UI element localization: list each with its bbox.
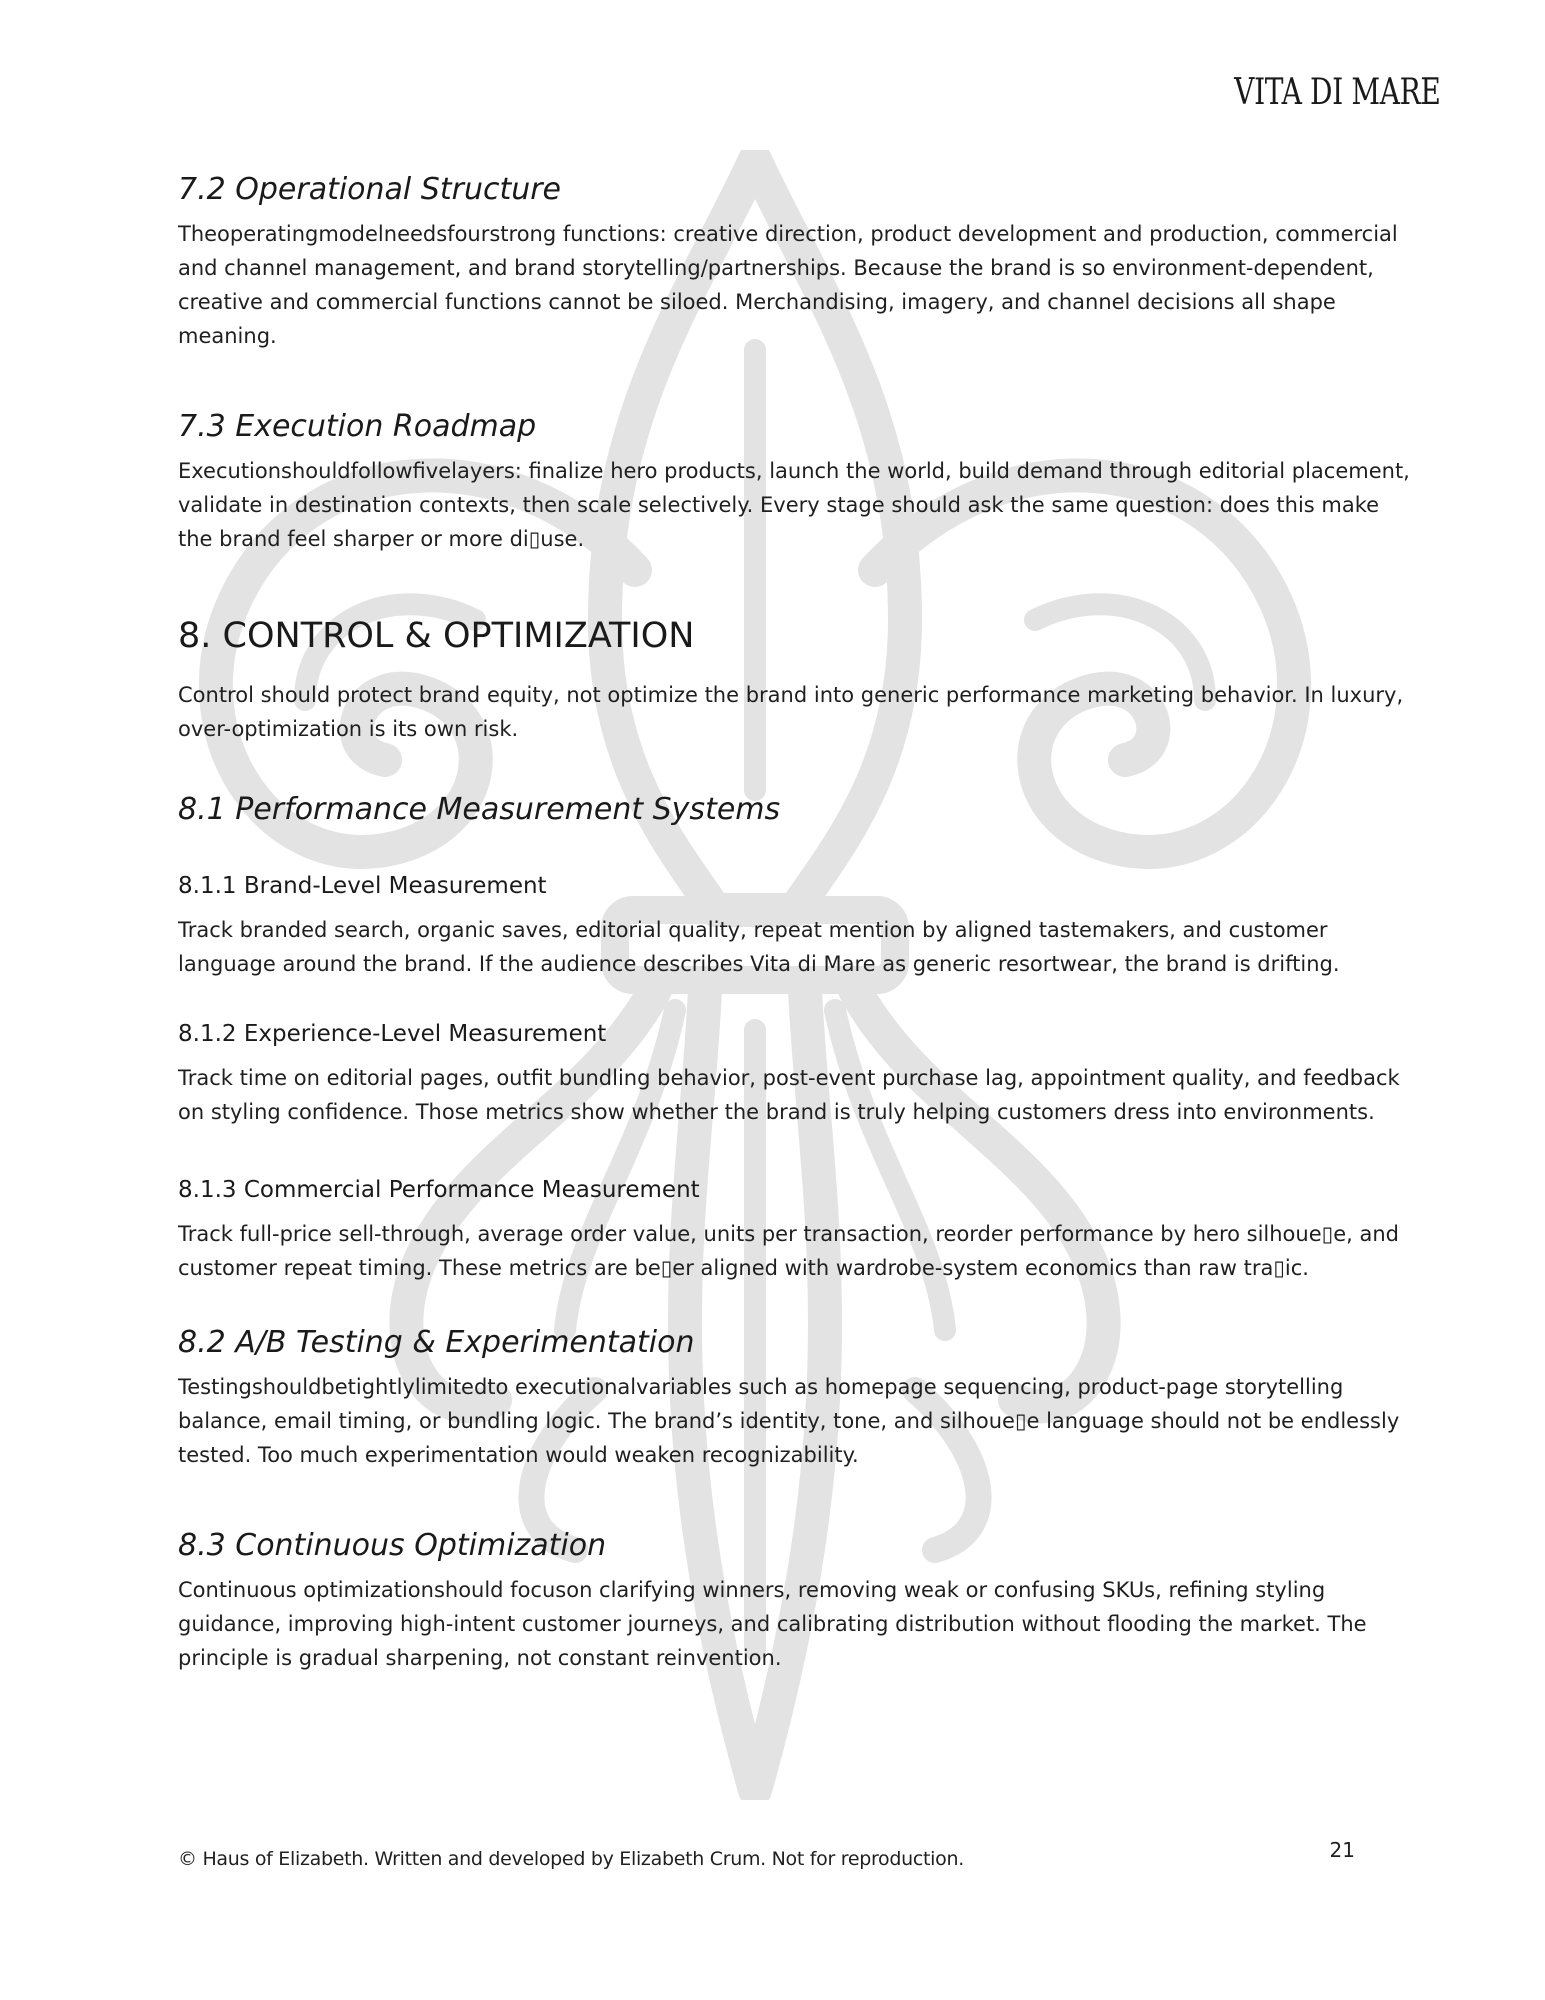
footer-copyright: © Haus of Elizabeth. Written and developed by Elizabeth Crum. Not for reproduction.	[178, 1848, 964, 1870]
paragraph-7-2: Theoperatingmodelneedsfourstrong functions: creative direction, product development and production, commercial and channel management, and brand storytelling/partnerships. Because the brand is so environment-dependent, creative and commercial functions cannot be siloed. Merchandising, imagery, and channel decisions all shape meaning.	[178, 222, 1398, 348]
paragraph-8-3: Continuous optimizationshould focuson clarifying winners, removing weak or confusing SKUs, refining styling guidance, improving high-intent customer journeys, and calibrating distribution without flooding the market. The principle is gradual sharpening, not constant reinvention.	[178, 1578, 1367, 1670]
heading-8-1-3: 8.1.3 Commercial Performance Measurement	[178, 1177, 700, 1203]
brand-logo: VITA DI MARE	[1233, 72, 1440, 113]
heading-8-1-1: 8.1.1 Brand-Level Measurement	[178, 873, 547, 899]
heading-8: 8. CONTROL & OPTIMIZATION	[178, 616, 695, 656]
heading-7-3: 7.3 Execution Roadmap	[178, 409, 537, 444]
paragraph-8-1-2: Track time on editorial pages, outfit bundling behavior, post-event purchase lag, appointment quality, and feedback on styling confidence. Those metrics show whether the brand is truly helping customers dress into environments.	[178, 1066, 1400, 1124]
paragraph-8-1-1: Track branded search, organic saves, editorial quality, repeat mention by aligned tastemakers, and customer language around the brand. If the audience describes Vita di Mare as generic resortwear, the brand is drifting.	[178, 918, 1340, 976]
heading-7-2: 7.2 Operational Structure	[178, 172, 562, 207]
heading-8-1: 8.1 Performance Measurement Systems	[178, 792, 781, 827]
paragraph-8-1-3: Track full-price sell-through, average order value, units per transaction, reorder performance by hero silhoue▯e, and customer repeat timing. These metrics are be▯er aligned with wardrobe-system economics than raw tra▯ic.	[178, 1222, 1399, 1280]
paragraph-7-3: Executionshouldfollowfivelayers: finalize hero products, launch the world, build demand through editorial placement, validate in destination contexts, then scale selectively. Every stage should ask the same question: does this make the brand feel sharper or more di▯use.	[178, 459, 1410, 551]
heading-8-2: 8.2 A/B Testing & Experimentation	[178, 1325, 695, 1360]
paragraph-8: Control should protect brand equity, not optimize the brand into generic performance marketing behavior. In luxury, over-optimization is its own risk.	[178, 683, 1404, 741]
page-content	[178, 172, 1418, 1675]
heading-8-3: 8.3 Continuous Optimization	[178, 1528, 607, 1563]
page-number: 21	[1329, 1838, 1355, 1862]
paragraph-8-2: Testingshouldbetightlylimitedto executionalvariables such as homepage sequencing, product-page storytelling balance, email timing, or bundling logic. The brand’s identity, tone, and silhoue▯e language should not be endlessly tested. Too much experimentation would weaken recognizability.	[178, 1375, 1400, 1467]
heading-8-1-2: 8.1.2 Experience-Level Measurement	[178, 1021, 607, 1047]
